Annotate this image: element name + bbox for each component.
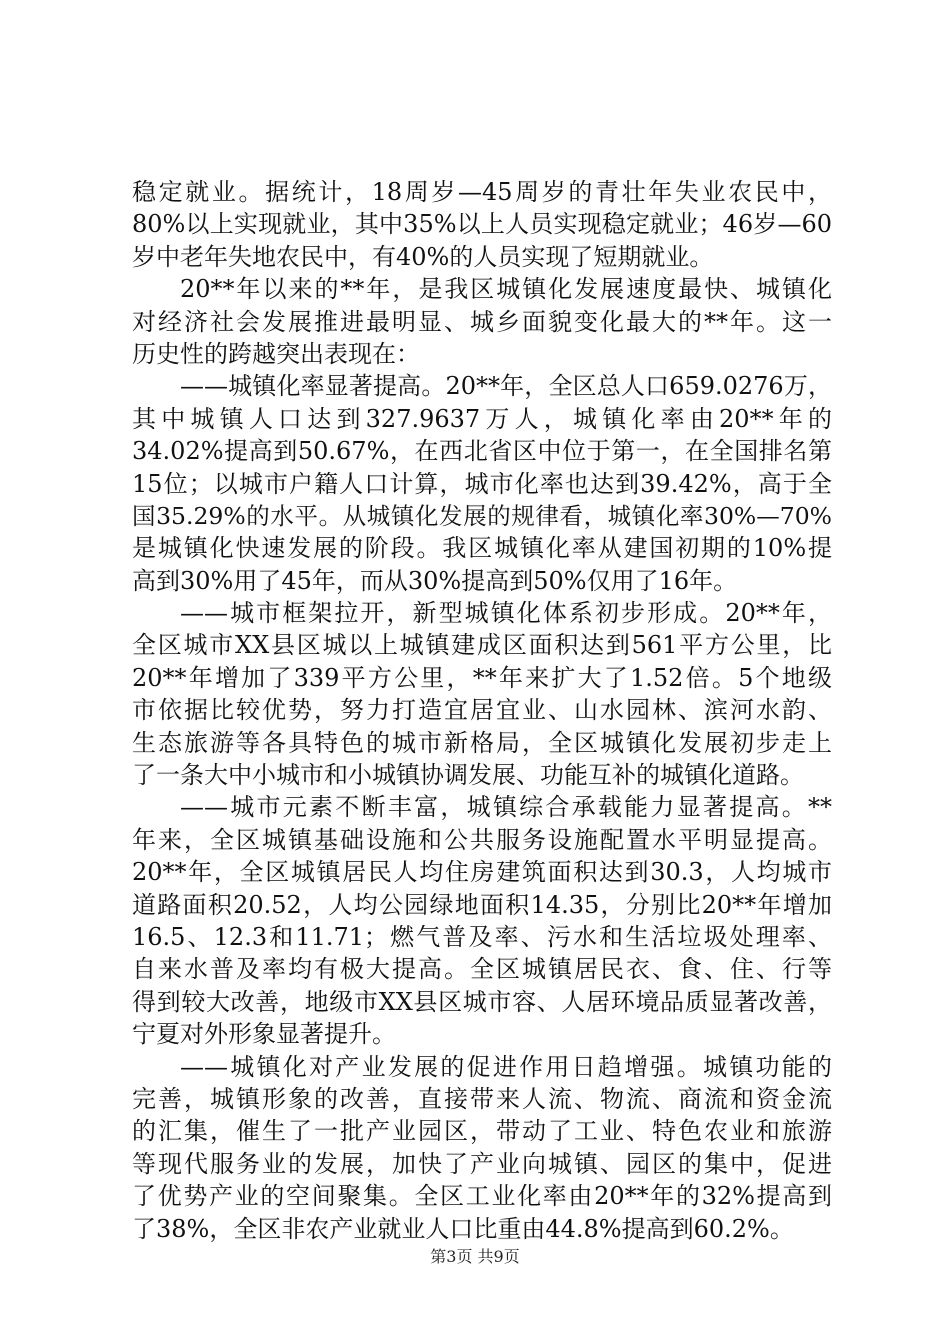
text-line: 宁夏对外形象显著提升。 [132,1020,396,1049]
text-line: 生态旅游等各具特色的城市新格局，全区城镇化发展初步走上 [132,728,832,757]
text-line: 得到较大改善，地级市XX县区城市容、人居环境品质显著改善， [132,987,832,1016]
text-line: ——城市元素不断丰富，城镇综合承载能力显著提高。** [180,793,832,822]
text-line: ——城镇化率显著提高。20**年，全区总人口659.0276万， [180,372,832,401]
text-line: 了一条大中小城市和小城镇协调发展、功能互补的城镇化道路。 [132,761,804,790]
text-line: 市依据比较优势，努力打造宜居宜业、山水园林、滨河水韵、 [132,696,832,725]
text-line: 历史性的跨越突出表现在： [132,339,420,368]
text-line: 34.02%提高到50.67%，在西北省区中位于第一，在全国排名第 [132,437,832,466]
text-line: ——城镇化对产业发展的促进作用日趋增强。城镇功能的 [180,1052,832,1081]
text-line: 了优势产业的空间聚集。全区工业化率由20**年的32%提高到 [132,1182,832,1211]
text-line: 高到30%用了45年，而从30%提高到50%仅用了16年。 [132,566,738,595]
text-line: 岁中老年失地农民中，有40%的人员实现了短期就业。 [132,242,714,271]
text-line: 15位；以城市户籍人口计算，城市化率也达到39.42%，高于全 [132,469,832,498]
document-body [132,176,832,1245]
text-line: 等现代服务业的发展，加快了产业向城镇、园区的集中，促进 [132,1149,832,1178]
text-line: 20**年，全区城镇居民人均住房建筑面积达到30.3，人均城市 [132,858,832,887]
text-line: 完善，城镇形象的改善，直接带来人流、物流、商流和资金流 [132,1084,832,1113]
text-line: 了38%，全区非农产业就业人口比重由44.8%提高到60.2%。 [132,1214,794,1243]
text-line: 20**年以来的**年，是我区城镇化发展速度最快、城镇化 [180,275,832,304]
text-line: 对经济社会发展推进最明显、城乡面貌变化最大的**年。这一 [132,307,832,336]
text-line: 稳定就业。据统计，18周岁—45周岁的青壮年失业农民中， [132,178,832,206]
text-line: 全区城市XX县区城以上城镇建成区面积达到561平方公里，比 [132,631,832,660]
text-line: ——城市框架拉开，新型城镇化体系初步形成。20**年， [180,599,832,628]
text-line: 20**年增加了339平方公里，**年来扩大了1.52倍。5个地级 [132,663,832,692]
text-line: 自来水普及率均有极大提高。全区城镇居民衣、食、住、行等 [132,955,832,984]
text-line: 的汇集，催生了一批产业园区，带动了工业、特色农业和旅游 [132,1117,832,1146]
text-line: 是城镇化快速发展的阶段。我区城镇化率从建国初期的10%提 [132,534,832,563]
text-line: 年来，全区城镇基础设施和公共服务设施配置水平明显提高。 [132,825,832,854]
page-footer: 第3页 共9页 [430,1247,520,1266]
text-line: 国35.29%的水平。从城镇化发展的规律看，城镇化率30%—70% [132,501,832,530]
text-line: 16.5、12.3和11.71；燃气普及率、污水和生活垃圾处理率、 [132,922,832,951]
text-line: 80%以上实现就业，其中35%以上人员实现稳定就业；46岁—60 [132,210,832,239]
text-line: 其中城镇人口达到327.9637万人，城镇化率由20**年的 [132,404,832,433]
text-line: 道路面积20.52，人均公园绿地面积14.35，分别比20**年增加 [132,890,832,919]
